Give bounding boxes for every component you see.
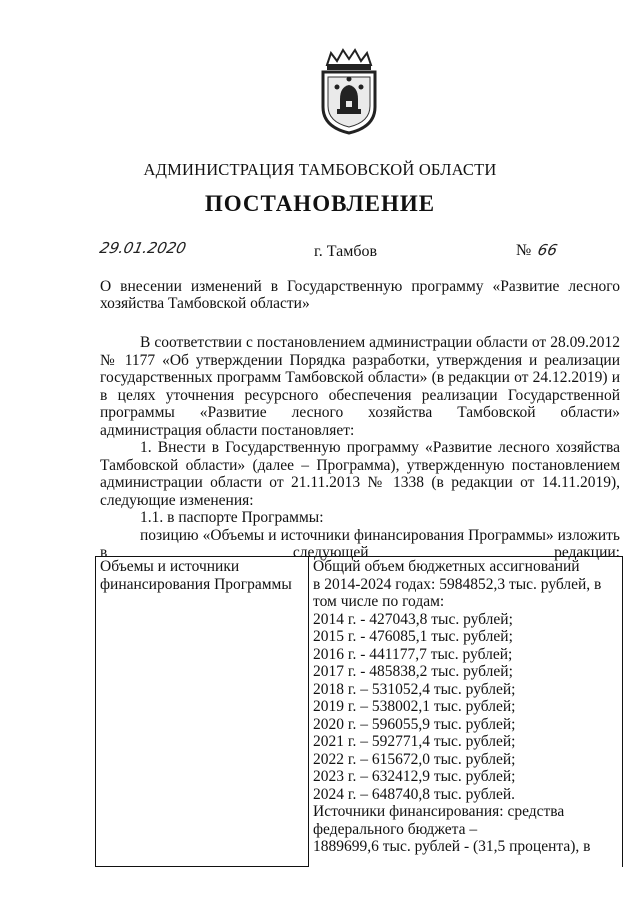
paragraph-item-1-1: 1.1. в паспорте Программы: — [140, 509, 324, 526]
decree-date: 29.01.2020 — [98, 239, 188, 257]
table-row — [96, 557, 623, 867]
table-label-line: Объемы и источники — [100, 558, 240, 575]
decree-number: 66 — [536, 241, 560, 259]
table-value-line: 1889699,6 тыс. рублей - (31,5 процента), в — [313, 838, 591, 855]
paragraph-position: позицию «Объемы и источники финансирования Программы» изложить в следующей редакции: — [100, 526, 620, 561]
table-value-line: 2016 г. - 441177,7 тыс. рублей; — [313, 645, 513, 663]
table-value-line: 2023 г. – 632412,9 тыс. рублей; — [313, 768, 516, 785]
table-value-line: в 2014-2024 годах: 5984852,3 тыс. рублей, в — [313, 575, 602, 593]
table-value-line: 2014 г. - 427043,8 тыс. рублей; — [313, 610, 513, 628]
table-value-line: 2021 г. – 592771,4 тыс. рублей; — [313, 733, 516, 750]
table-value-cell — [309, 557, 623, 867]
decree-subject: О внесении изменений в Государственную программу «Развитие лесного хозяйства Тамбовской области» — [100, 278, 620, 312]
number-sign: № — [516, 242, 532, 259]
paragraph-basis: В соответствии с постановлением администрации области от 28.09.2012 № 1177 «Об утверждении Порядка разработки, утверждения и реализации государственных программ Тамбовской области» (в редакции от 24.12.2019) и в целях уточнения ресурсного обеспечения реализации Государственной программы «Развитие лесного хозяйства Тамбовской области» администрация области постановляет: — [100, 334, 620, 439]
table-value-line: Источники финансирования: средства — [313, 803, 565, 820]
agency-title: АДМИНИСТРАЦИЯ ТАМБОВСКОЙ ОБЛАСТИ — [143, 160, 497, 179]
table-value-line: том числе по годам: — [313, 593, 445, 610]
table-value-line: 2020 г. – 596055,9 тыс. рублей; — [313, 715, 516, 733]
decree-number-block — [516, 241, 560, 260]
tambov-coat-of-arms-icon — [313, 47, 385, 135]
table-label-cell — [96, 557, 309, 867]
decree-city: г. Тамбов — [314, 243, 378, 260]
table-value-line: 2015 г. - 476085,1 тыс. рублей; — [313, 628, 513, 645]
table-label-line: финансирования Программы — [100, 575, 292, 593]
table-value-line: Общий объем бюджетных ассигнований — [313, 558, 580, 575]
table-value-line: 2018 г. – 531052,4 тыс. рублей; — [313, 680, 516, 698]
table-value-line: 2017 г. - 485838,2 тыс. рублей; — [313, 663, 513, 680]
paragraph-item-1: 1. Внести в Государственную программу «Развитие лесного хозяйства Тамбовской области» (далее – Программа), утвержденную постановлением администрации области от 21.11.2013 № 1338 (в редакции от 14.11.2019), следующие изменения: — [100, 439, 620, 509]
funding-table — [95, 556, 623, 867]
table-value-line: 2024 г. – 648740,8 тыс. рублей. — [313, 785, 516, 803]
document-type: ПОСТАНОВЛЕНИЕ — [204, 191, 436, 216]
table-value-line: 2019 г. – 538002,1 тыс. рублей; — [313, 698, 516, 715]
decree-body — [100, 334, 620, 562]
table-value-line: 2022 г. – 615672,0 тыс. рублей; — [313, 750, 516, 768]
table-value-line: федерального бюджета – — [313, 820, 478, 838]
